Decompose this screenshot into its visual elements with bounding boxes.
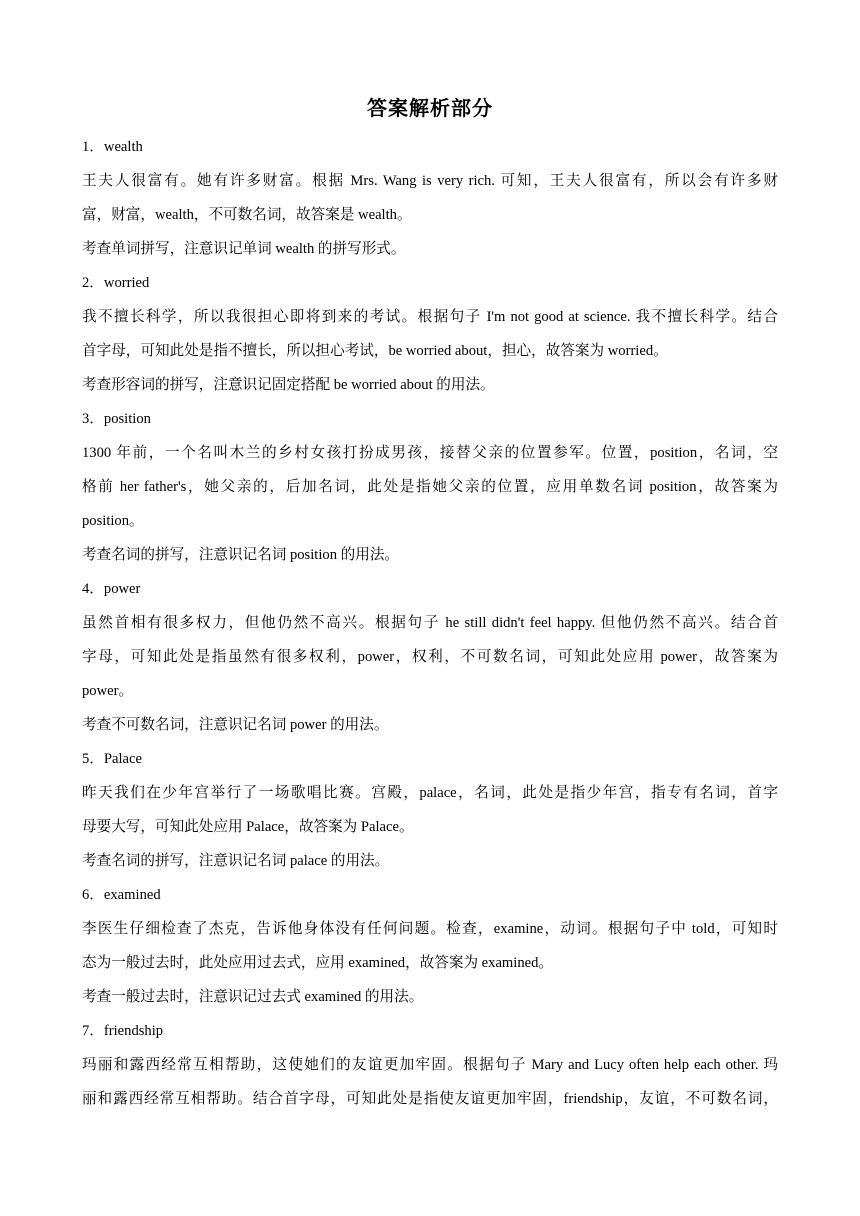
item-7-heading <box>82 1014 778 1048</box>
item-4-line-3: power。 <box>82 683 134 699</box>
item-4-line-1: 虽然首相有很多权力，但他仍然不高兴。根据句子 he still didn't feel happy. 但他仍然不高兴。结合首 <box>82 615 778 631</box>
item-number: 6． <box>82 887 104 903</box>
item-3-line-4: 考查名词的拼写，注意识记名词 position 的用法。 <box>82 547 400 563</box>
page-title: 答案解析部分 <box>367 96 493 120</box>
item-4-line-4: 考查不可数名词，注意识记名词 power 的用法。 <box>82 717 389 733</box>
item-answer: friendship <box>103 1023 164 1039</box>
item-answer: position <box>103 411 151 427</box>
item-1-line-2: 富，财富，wealth，不可数名词，故答案是 wealth。 <box>82 207 412 223</box>
item-number: 5． <box>82 751 104 767</box>
item-2-line-3: 考查形容词的拼写，注意识记固定搭配 be worried about 的用法。 <box>82 377 495 393</box>
item-3-line-1: 1300 年前，一个名叫木兰的乡村女孩打扮成男孩，接替父亲的位置参军。位置，position，名词，空 <box>82 445 778 461</box>
item-answer: Palace <box>103 751 142 767</box>
item-7-line-2: 丽和露西经常互相帮助。结合首字母，可知此处是指使友谊更加牢固，friendship，友谊，不可数名词， <box>82 1091 778 1107</box>
item-2-heading <box>82 266 778 300</box>
item-3-heading <box>82 402 778 436</box>
item-number: 4． <box>82 581 104 597</box>
item-number: 3． <box>82 411 104 427</box>
item-number: 7． <box>82 1023 104 1039</box>
item-6-heading <box>82 878 778 912</box>
item-number: 2． <box>82 275 104 291</box>
item-2-line-2: 首字母，可知此处是指不擅长，所以担心考试，be worried about，担心，故答案为 worried。 <box>82 343 668 359</box>
item-5-line-1: 昨天我们在少年宫举行了一场歌唱比赛。宫殿，palace，名词，此处是指少年宫，指专有名词，首字 <box>82 785 778 801</box>
item-answer: power <box>103 581 141 597</box>
item-1-line-3: 考查单词拼写，注意识记单词 wealth 的拼写形式。 <box>82 241 406 257</box>
item-1-heading <box>82 130 778 164</box>
item-6-line-2: 态为一般过去时，此处应用过去式，应用 examined，故答案为 examined。 <box>82 955 554 971</box>
item-answer: wealth <box>103 139 143 155</box>
item-answer: worried <box>103 275 150 291</box>
item-number: 1． <box>82 139 104 155</box>
answer-explanations <box>82 130 778 1116</box>
item-6-line-3: 考查一般过去时，注意识记过去式 examined 的用法。 <box>82 989 424 1005</box>
item-6-line-1: 李医生仔细检查了杰克，告诉他身体没有任何问题。检查，examine，动词。根据句子中 told，可知时 <box>82 921 778 937</box>
item-answer: examined <box>103 887 161 903</box>
item-3-line-2: 格前 her father's，她父亲的，后加名词，此处是指她父亲的位置，应用单数名词 position，故答案为 <box>82 479 778 495</box>
item-1-line-1: 王夫人很富有。她有许多财富。根据 Mrs. Wang is very rich. 可知，王夫人很富有，所以会有许多财 <box>82 173 778 189</box>
item-2-line-1: 我不擅长科学，所以我很担心即将到来的考试。根据句子 I'm not good at science. 我不擅长科学。结合 <box>82 309 778 325</box>
item-5-line-3: 考查名词的拼写，注意识记名词 palace 的用法。 <box>82 853 390 869</box>
item-4-line-2: 字母，可知此处是指虽然有很多权利，power，权利，不可数名词，可知此处应用 power，故答案为 <box>82 649 778 665</box>
item-7-line-1: 玛丽和露西经常互相帮助，这使她们的友谊更加牢固。根据句子 Mary and Lucy often help each other. 玛 <box>82 1057 778 1073</box>
item-4-heading <box>82 572 778 606</box>
item-3-line-3: position。 <box>82 513 144 529</box>
item-5-line-2: 母要大写，可知此处应用 Palace，故答案为 Palace。 <box>82 819 414 835</box>
item-5-heading <box>82 742 778 776</box>
